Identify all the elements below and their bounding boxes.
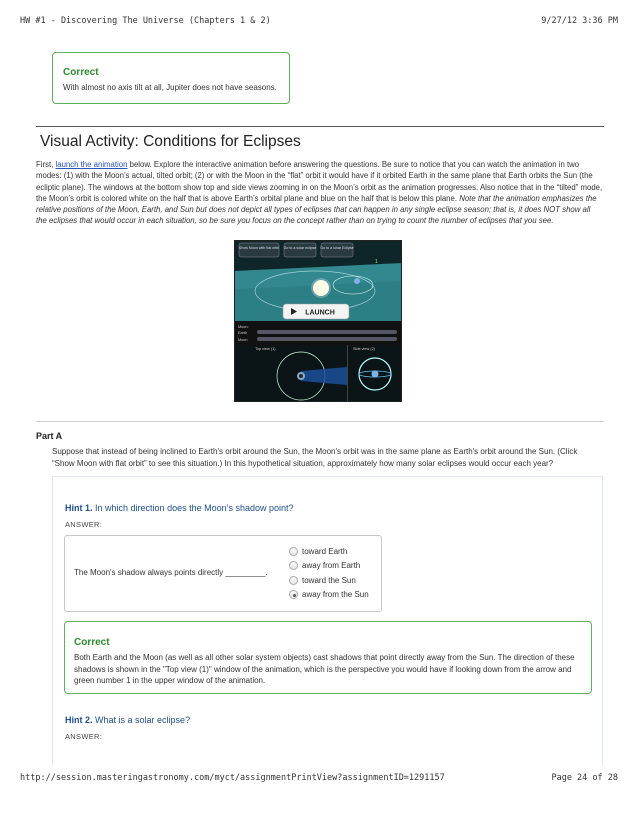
option-label: toward Earth [302,547,348,556]
correct-feedback-box [52,52,290,104]
hint-2-number: Hint 2. [65,715,93,725]
svg-text:Show Moon with flat orbit: Show Moon with flat orbit [238,246,280,250]
go-to-solar-eclipse-button[interactable] [284,243,317,257]
part-divider [36,421,604,422]
correct-feedback-box [64,621,592,694]
correct-title: Correct [74,637,110,648]
hint-1-answer-label: ANSWER: [65,520,103,529]
launch-button[interactable] [283,304,349,319]
option-label: toward the Sun [302,576,356,585]
radio-button[interactable] [289,561,298,570]
svg-text:Go to a lunar Eclipse: Go to a lunar Eclipse [320,246,354,250]
option-label: away from the Sun [302,590,369,599]
svg-text:Side view (2): Side view (2) [353,347,375,351]
hint-1-question: In which direction does the Moon’s shadow point? [95,503,294,513]
eclipse-animation-thumbnail[interactable] [234,240,402,402]
hint-1-prompt: The Moon's shadow always points directly _________. [74,568,268,577]
hint-2-title[interactable] [65,715,190,725]
intro-text-start: First, [36,160,56,169]
svg-text:Earth: Earth [238,331,248,335]
svg-text:Go to a solar eclipse: Go to a solar eclipse [283,246,317,250]
hint-2-answer-label: ANSWER: [65,732,103,741]
show-moon-flat-orbit-button[interactable] [239,243,279,257]
correct-text: With almost no axis tilt at all, Jupiter does not have seasons. [63,83,277,92]
correct-text: Both Earth and the Moon (as well as all other solar system objects) cast shadows that point directly away from the Sun. The direction of these shadows is shown in the "Top view (1)" window of the animation, which is the perspective you would have if looking down from the arrow and green number 1 in the upper window of the animation. [74,653,575,685]
hint-1-title[interactable] [65,503,294,513]
hint-2-question: What is a solar eclipse? [95,715,191,725]
radio-button[interactable] [289,576,298,585]
hints-panel [52,476,603,766]
earth-slider[interactable] [257,330,397,334]
hint-1-number: Hint 1. [65,503,93,513]
document-title: HW #1 - Discovering The Universe (Chapters 1 & 2) [20,16,271,26]
svg-text:1: 1 [375,259,378,265]
section-divider [36,126,604,127]
radio-button-selected[interactable] [289,590,298,599]
svg-text:LAUNCH: LAUNCH [305,309,335,317]
print-footer [20,773,618,785]
print-header [20,16,618,28]
option-label: away from Earth [302,561,361,570]
radio-button[interactable] [289,547,298,556]
page-number: Page 24 of 28 [551,773,618,783]
go-to-lunar-eclipse-button[interactable] [320,243,353,257]
launch-animation-link[interactable]: launch the animation [55,160,128,169]
intro-text-body: below. Explore the interactive animation before answering the questions. Be sure to notice that you can watch the animation in two modes: (1) with the Moon’s actual, tilted orbit; (2) or with the Moon in the “flat” orbit it would have if it orbited Earth in the same plane that Earth orbits the Sun (the ecliptic plane). The windows at the bottom show top and side views zooming in on the Moon’s orbit as the animation progresses. Also notice that in the “tilted” mode, the Moon’s orbit is colored white on the half that is above Earth’s orbital plane and blue on the half that is below this plane. [36,160,603,203]
part-a-question: Suppose that instead of being inclined to Earth's orbit around the Sun, the Moon's orbit was in the same plane as Earth's orbit around the Sun. (Click “Show Moon with flat orbit” to see this situation.) In this hypothetical situation, approximately how many solar eclipses would occur each year? [52,447,578,468]
svg-text:Moon: Moon [238,338,248,342]
page-url: http://session.masteringastronomy.com/myct/assignmentPrintView?assignmentID=1291157 [20,773,445,783]
intro-note: Note that the animation emphasizes the relative positions of the Moon, Earth, and Sun but does not depict all types of eclipses that can happen in any single eclipse season; that is, it does NOT show all the eclipses that would occur in each situation, so be sure you focus on the concept rather than on trying to count the number of eclipses that you see. [36,193,597,226]
section-title: Visual Activity: Conditions for Eclipses [40,133,301,150]
svg-text:Moon:: Moon: [238,325,249,329]
intro-paragraph [36,159,603,227]
hint-1-answer-box [64,535,382,612]
part-a-label: Part A [36,431,63,441]
svg-text:Top view (1): Top view (1) [255,347,276,351]
print-timestamp: 9/27/12 3:36 PM [541,16,618,26]
correct-title: Correct [63,67,99,78]
moon-slider[interactable] [257,337,397,341]
